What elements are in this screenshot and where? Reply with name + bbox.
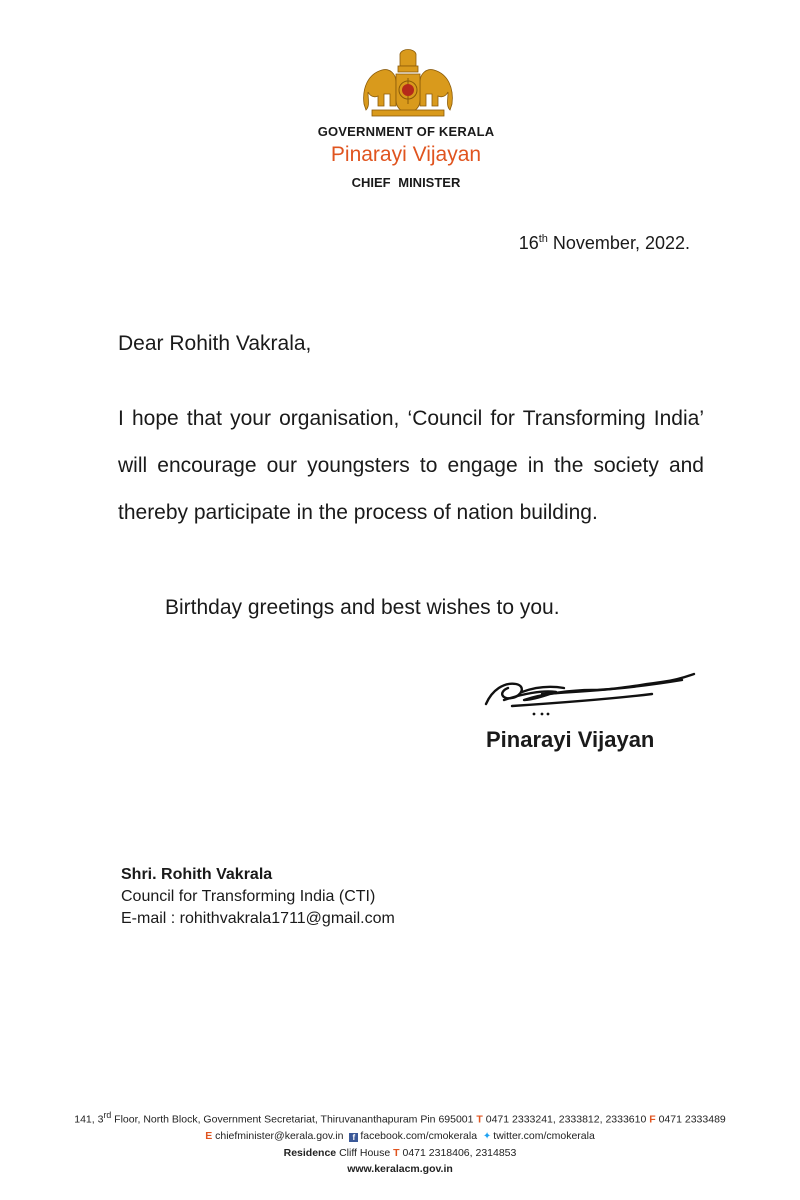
handwritten-signature: [482, 660, 702, 720]
twitter-icon: ✦: [482, 1130, 492, 1142]
salutation: Dear Rohith Vakrala,: [118, 332, 312, 355]
letter-date: 16th November, 2022.: [518, 233, 690, 253]
footer-office-line: 141, 3rd Floor, North Block, Government Secretariat, Thiruvananthapuram Pin 695001 T 0471 2333241, 2333812, 2333610 F 0471 2333489: [74, 1110, 726, 1126]
chief-minister-name: Pinarayi Vijayan: [330, 143, 482, 166]
footer-contact-line: E chiefminister@kerala.gov.in f facebook.com/cmokerala ✦ twitter.com/cmokerala: [0, 1128, 800, 1145]
recipient-name: Shri. Rohith Vakrala: [121, 866, 273, 883]
footer-residence-line: Residence Cliff House T 0471 2318406, 2314853: [283, 1146, 517, 1159]
letter-body: I hope that your organisation, ‘Council for Transforming India’ will encourage our youngsters to engage in the society and thereby participate in the process of nation building.: [118, 407, 704, 524]
kerala-emblem-icon: [358, 44, 458, 120]
closing-wishes: Birthday greetings and best wishes to you.: [165, 596, 560, 619]
facebook-icon: f: [349, 1133, 358, 1142]
recipient-organisation: Council for Transforming India (CTI): [121, 888, 376, 905]
footer-facebook-link[interactable]: facebook.com/cmokerala: [360, 1129, 478, 1142]
recipient-address: [121, 864, 395, 930]
signer-name: Pinarayi Vijayan: [486, 727, 655, 752]
chief-minister-title: CHIEF MINISTER: [351, 175, 461, 190]
footer-website-link[interactable]: www.keralacm.gov.in: [347, 1162, 453, 1175]
footer-twitter-link[interactable]: twitter.com/cmokerala: [493, 1129, 595, 1142]
government-heading: GOVERNMENT OF KERALA: [317, 124, 495, 139]
footer-email[interactable]: chiefminister@kerala.gov.in: [212, 1129, 344, 1142]
letterhead-footer: [0, 1107, 800, 1177]
recipient-email: E-mail : rohithvakrala1711@gmail.com: [121, 910, 395, 927]
